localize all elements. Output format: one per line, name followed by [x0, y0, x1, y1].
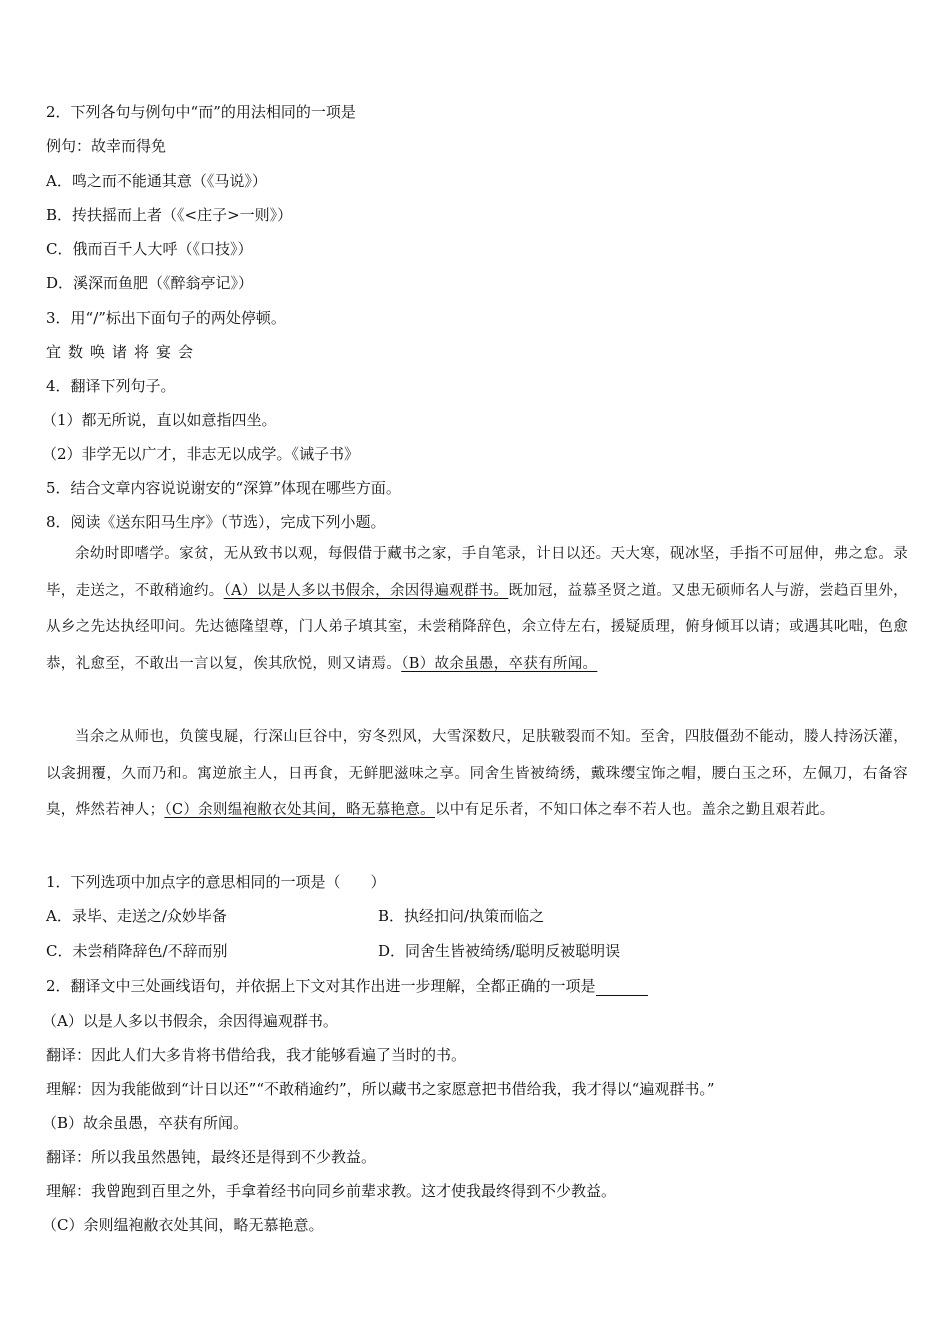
sub2-stem: [46, 976, 648, 996]
q4-sentence-2: （2）非学无以广才，非志无以成学。《诫子书》: [42, 445, 360, 463]
underlined-sentence-a: （A）以是人多以书假余，余因得遍观群书。: [223, 582, 509, 599]
q5-stem: 5．结合文章内容说说谢安的“深算”体现在哪些方面。: [46, 479, 401, 497]
q3-sentence: 宜数唤诸将宴会: [46, 343, 201, 361]
passage-paragraph-2: [46, 719, 908, 829]
sub1-option-c: C．未尝稍降辞色/不辞而别: [46, 942, 228, 960]
passage-p1-text-a: 余幼时即嗜学。家贫，无从致书以观，每假借于藏书之家，手自笔录，计日以还。天大寒，砚冰坚，手指不可屈伸，弗之怠。录毕，走送之，不敢稍逾约。: [46, 546, 908, 599]
q4-stem: 4．翻译下列句子。: [46, 377, 176, 395]
q2-option-d: D．溪深而鱼肥（《醉翁亭记》）: [46, 274, 254, 292]
sub1-option-b: B．执经扣问/执策而临之: [378, 907, 545, 925]
sub2-translation-b: 翻译：所以我虽然愚钝，最终还是得到不少教益。: [46, 1148, 377, 1166]
q2-option-c: C．俄而百千人大呼（《口技》）: [46, 240, 253, 258]
underlined-sentence-b: （B）故余虽愚，卒获有所闻。: [401, 655, 598, 672]
sub1-stem: 1．下列选项中加点字的意思相同的一项是（ ）: [46, 873, 386, 891]
passage-p2-text-a: 当余之从师也，负箧曳屣，行深山巨谷中，穷冬烈风，大雪深数尺，足肤皲裂而不知。至舍，四肢僵劲不能动，媵人持汤沃灌，以衾拥覆，久而乃和。寓逆旅主人，日再食，无鲜肥滋味之享。同舍生皆被绮绣，戴珠缨宝饰之帽，腰白玉之环，左佩刀，右备容臭，烨然若神人；: [46, 729, 908, 818]
sub2-translation-a: 翻译：因此人们大多肯将书借给我，我才能够看遍了当时的书。: [46, 1046, 467, 1064]
answer-blank: [596, 980, 648, 996]
q8-stem: 8．阅读《送东阳马生序》（节选），完成下列小题。: [46, 513, 386, 531]
q2-stem: 2．下列各句与例句中“而”的用法相同的一项是: [46, 103, 356, 121]
sub2-sentence-c: （C）余则缊袍敝衣处其间，略无慕艳意。: [42, 1216, 324, 1234]
sub2-stem-text: 2．翻译文中三处画线语句，并依据上下文对其作出进一步理解，全都正确的一项是: [46, 977, 596, 995]
sub2-understanding-a: 理解：因为我能做到“计日以还”“不敢稍逾约”，所以藏书之家愿意把书借给我，我才得以“遍观群书。”: [46, 1080, 715, 1098]
q3-stem: 3．用“/”标出下面句子的两处停顿。: [46, 309, 286, 327]
q4-sentence-1: （1）都无所说，直以如意指四坐。: [42, 411, 277, 429]
sub2-understanding-b: 理解：我曾跑到百里之外，手拿着经书向同乡前辈求教。这才使我最终得到不少教益。: [46, 1182, 617, 1200]
q2-option-a: A．鸣之而不能通其意（《马说》）: [46, 172, 267, 190]
sub2-sentence-b: （B）故余虽愚，卒获有所闻。: [42, 1114, 249, 1132]
sub2-sentence-a: （A）以是人多以书假余，余因得遍观群书。: [42, 1012, 338, 1030]
q2-option-b: B．抟扶摇而上者（《<庄子>一则》）: [46, 206, 293, 224]
sub1-option-d: D．同舍生皆被绮绣/聪明反被聪明误: [378, 942, 621, 960]
passage-p1-text-b: 既加冠，益慕圣贤之道。又患无硕师名人与游，尝趋百里外，从乡之先达执经叩问。先达德隆望尊，门人弟子填其室，未尝稍降辞色，余立侍左右，援疑质理，俯身倾耳以请；或遇其叱咄，色愈恭，礼愈至，不敢出一言以复，俟其欣悦，则又请焉。: [46, 582, 908, 672]
passage-p2-text-b: 以中有足乐者，不知口体之奉不若人也。盖余之勤且艰若此。: [434, 802, 835, 818]
q2-example: 例句：故幸而得免: [46, 137, 167, 155]
passage-paragraph-1: [46, 536, 908, 682]
underlined-sentence-c: （C）余则缊袍敝衣处其间，略无慕艳意。: [164, 802, 435, 818]
sub1-option-a: A．录毕、走送之/众妙毕备: [46, 907, 227, 925]
